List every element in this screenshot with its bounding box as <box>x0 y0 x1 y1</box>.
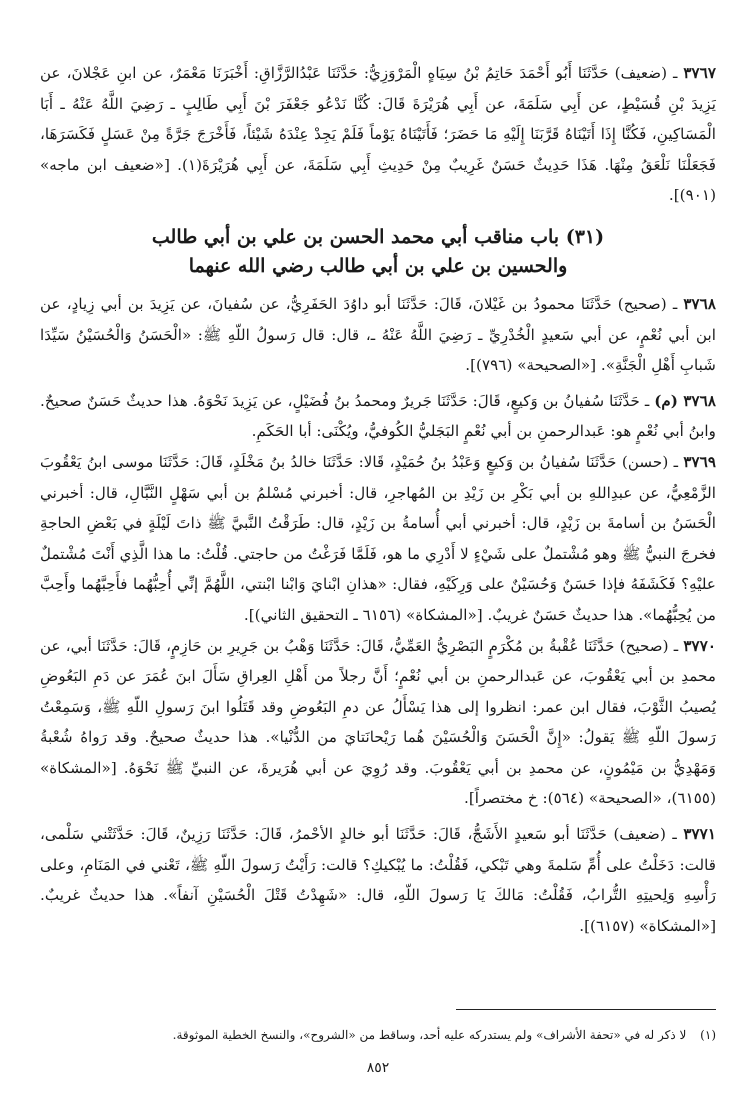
footnote <box>40 1026 716 1044</box>
hadith-text: ـ (ضعيف) حَدَّثَنَا أبو سَعيدٍ الأَشَجُّ، قَالَ: حَدَّثَنَا أبو خالدٍ الأحْمرُ، قَالَ: حَدَّثَنَا رَزِينٌ، قَالَ: حَدَّثَتْني سَلْمى، قالت: دَخَلْتُ على أُمِّ سَلمةَ وهي تَبْكي، فَقُلْتُ: ما يُبْكيكِ؟ قالت: رَأَيْتُ رَسولَ اللّهِ ﷺ، تَعْني في المَنَامِ، وعلى رَأْسِهِ وَلِحيتِهِ التُّرابُ، فَقُلْتُ: مَالكَ يَا رَسولَ اللّهِ، قال: «شَهِدْتُ قَتْلَ الْحُسَيْنِ آنفاً». هذا حديثٌ غريبٌ. [«المشكاة» (٦١٥٧)]. <box>40 825 716 935</box>
footnote-mark: (١) <box>700 1028 716 1042</box>
hadith-number: ٣٧٦٨ <box>683 294 717 313</box>
hadith-text: ـ (ضعيف) حَدَّثَنَا أَبُو أَحْمَدَ حَاتِمُ بْنُ سِيَاهٍ الْمَرْوَزِيُّ: حَدَّثَنَا عَبْدُالرَّزَّاقِ: أَخْبَرَنَا مَعْمَرٌ، عن ابنِ عَجْلانَ، عن يَزِيدَ بْنِ قُسَيْطٍ، عن أَبِي سَلَمَةَ، عن أَبِي هُرَيْرَةَ قَالَ: كُنَّا نَدْعُو جَعْفَرَ بْنَ أَبِي طَالِبٍ ـ رَضِيَ اللَّهُ عَنْهُ ـ أَبَا الْمَسَاكِينِ، فَكُنَّا إِذَا أَتَيْنَاهُ قَرَّبَنَا إِلَيْهِ مَا حَضَرَ؛ فَأَتَيْنَاهُ يَوْماً فَلَمْ يَجِدْ عِنْدَهُ شَيْئاً، فَأَخْرَجَ جَرَّةً مِنْ عَسَلٍ فَكَسَرَهَا، فَجَعَلْنَا نَلْعَقُ مِنْهَا. هَذَا حَدِيثٌ حَسَنٌ غَرِيبٌ مِنْ حَدِيثِ أَبِي سَلَمَةَ، عن أَبِي هُرَيْرَةَ(١). [«ضعيف ابن ماجه» (٩٠١)]. <box>40 64 716 205</box>
hadith-3771 <box>40 819 716 941</box>
hadith-text: ـ (صحيح) حَدَّثَنَا عُقْبةُ بن مُكْرَمٍ البَصْرِيُّ العَمِّيُّ، قَالَ: حَدَّثَنَا وَهْبُ بن جَرِيرِ بن حَازِمٍ، قَالَ: حَدَّثَنَا أبي، عن محمدِ بن أبي يَعْقُوبَ، عن عَبدالرحمنِ بن أبي نُعْمٍ؛ أَنَّ رجلاً من أَهْلِ العِراقِ سَأَلَ ابنَ عُمَرَ عن دَمِ البَعُوضِ يُصيبُ الثَّوْبَ، فقال ابن عمر: انظروا إلى هذا يَسْأَلُ عن دمِ البَعُوضِ وقد قَتَلُوا ابنَ رَسولِ اللّهِ ﷺ، وَسَمِعْتُ رَسولَ اللّهِ ﷺ يَقولُ: «إِنَّ الْحَسَنَ وَالْحُسَيْنَ هُما رَيْحانَتايَ من الدُّنْيا». هذا حديثٌ صحيحٌ. وقد رَواهُ شُعْبةُ وَمَهْدِيُّ بن مَيْمُونٍ، عن محمدِ بن أبي يَعْقُوبَ. وقد رُوِيَ عن أبي هُرَيرةَ، عن النبيِّ ﷺ نَحْوَهُ. [«المشكاة» (٦١٥٥)، «الصحيحة» (٥٦٤): خ مختصراً]. <box>40 636 716 808</box>
hadith-text: ـ (حسن) حَدَّثَنَا سُفيانُ بن وَكيعٍ وَعَبْدُ بنُ حُمَيْدٍ، قَالا: حَدَّثَنَا خالدُ بنُ مَخْلَدٍ، قَالَ: حَدَّثَنَا موسى ابنُ يَعْقُوبَ الزَّمْعِيُّ، عن عبدِاللهِ بن أبي بَكْرِ بن زَيْدِ بن المُهاجرِ، قال: أخبرني مُسْلمُ بن أبي سَهْلٍ النَّبَّالِ، قال: أخبرني الْحَسَنُ بن أسامةَ بن زَيْدٍ، قال: أخبرني أبي أُسامةُ بن زَيْدٍ، قال: طَرَقْتُ النَّبيَّ ﷺ ذاتَ لَيْلَةٍ في بَعْضِ الحاجةِ فخرجَ النبيُّ ﷺ وهو مُشْتملٌ على شَيْءٍ لا أَدْرِي ما هو، فَلَمَّا فَرَغْتُ من حاجتي. قُلْتُ: ما هذا الَّذِي أَنْتَ مُشْتملٌ عليْهِ؟ فَكَشَفَهُ فإذا حَسَنٌ وَحُسَيْنٌ على وَرِكَيْهِ، فقال: «هذانِ ابْنايَ وَابْنا ابْنتي، اللَّهُمَّ إنِّي أُحِبُّهُما فأَحِبَّهُما وأَحِبَّ من يُحِبُّهُما». هذا حديثٌ حَسَنٌ غريبٌ. [«المشكاة» (٦١٥٦ ـ التحقيق الثاني)]. <box>40 452 716 624</box>
page-number: ٨٥٢ <box>366 1060 390 1076</box>
hadith-3767 <box>40 58 716 211</box>
hadith-3768 <box>40 289 716 381</box>
footnote-divider <box>456 1009 716 1010</box>
chapter-title-line-2: والحسين بن علي بن أبي طالب رضي الله عنهما <box>188 254 568 277</box>
hadith-number: ٣٧٦٧ <box>683 64 717 82</box>
hadith-3770 <box>40 631 716 815</box>
hadith-text: ـ حَدَّثَنَا سُفيانُ بن وَكيعٍ، قَالَ: حَدَّثَنَا جَريرٌ ومحمدُ بنُ فُضَيْلٍ، عن يَزِيدَ نَحْوَهُ. هذا حديثٌ حَسَنٌ صحيحٌ. وابنُ أبي نُعْمٍ هو: عَبدالرحمنِ بن أبي نُعْمٍ البَجَليُّ الكُوفيُّ، ويُكْنَى: أبا الحَكَمِ. <box>40 391 716 441</box>
hadith-3768m <box>40 386 716 447</box>
hadith-number: ٣٧٦٨ (م) <box>654 391 717 410</box>
hadith-number: ٣٧٧٠ <box>683 636 717 655</box>
chapter-title-line-1: (٣١) باب مناقب أبي محمد الحسن بن علي بن أبي طالب <box>151 225 605 248</box>
hadith-number: ٣٧٧١ <box>683 825 716 844</box>
footnote-text: لا ذكر له في «تحفة الأشراف» ولم يستدركه عليه أحد، وساقط من «الشروح»، والنسخ الخطية الموثوقة. <box>172 1028 687 1042</box>
hadith-number: ٣٧٦٩ <box>683 452 717 471</box>
hadith-text: ـ (صحيح) حَدَّثَنَا محمودُ بن غَيْلانَ، قَالَ: حَدَّثَنَا أبو داوُدَ الحَفَرِيُّ، عن سُفيانَ، عن يَزِيدَ بن أبي زِيادٍ، عن ابن أبي نُعْمٍ، عن أبي سَعيدٍ الْخُدْرِيِّ ـ رَضِيَ اللَّهُ عَنْهُ ـ، قال: قال رَسولُ اللّهِ ﷺ: «الْحَسَنُ وَالْحُسَيْنُ سَيِّدَا شَبابِ أَهْلِ الْجَنَّةِ». [«الصحيحة» (٧٩٦)]. <box>40 294 716 375</box>
chapter-heading <box>40 223 716 281</box>
hadith-3769 <box>40 447 716 631</box>
